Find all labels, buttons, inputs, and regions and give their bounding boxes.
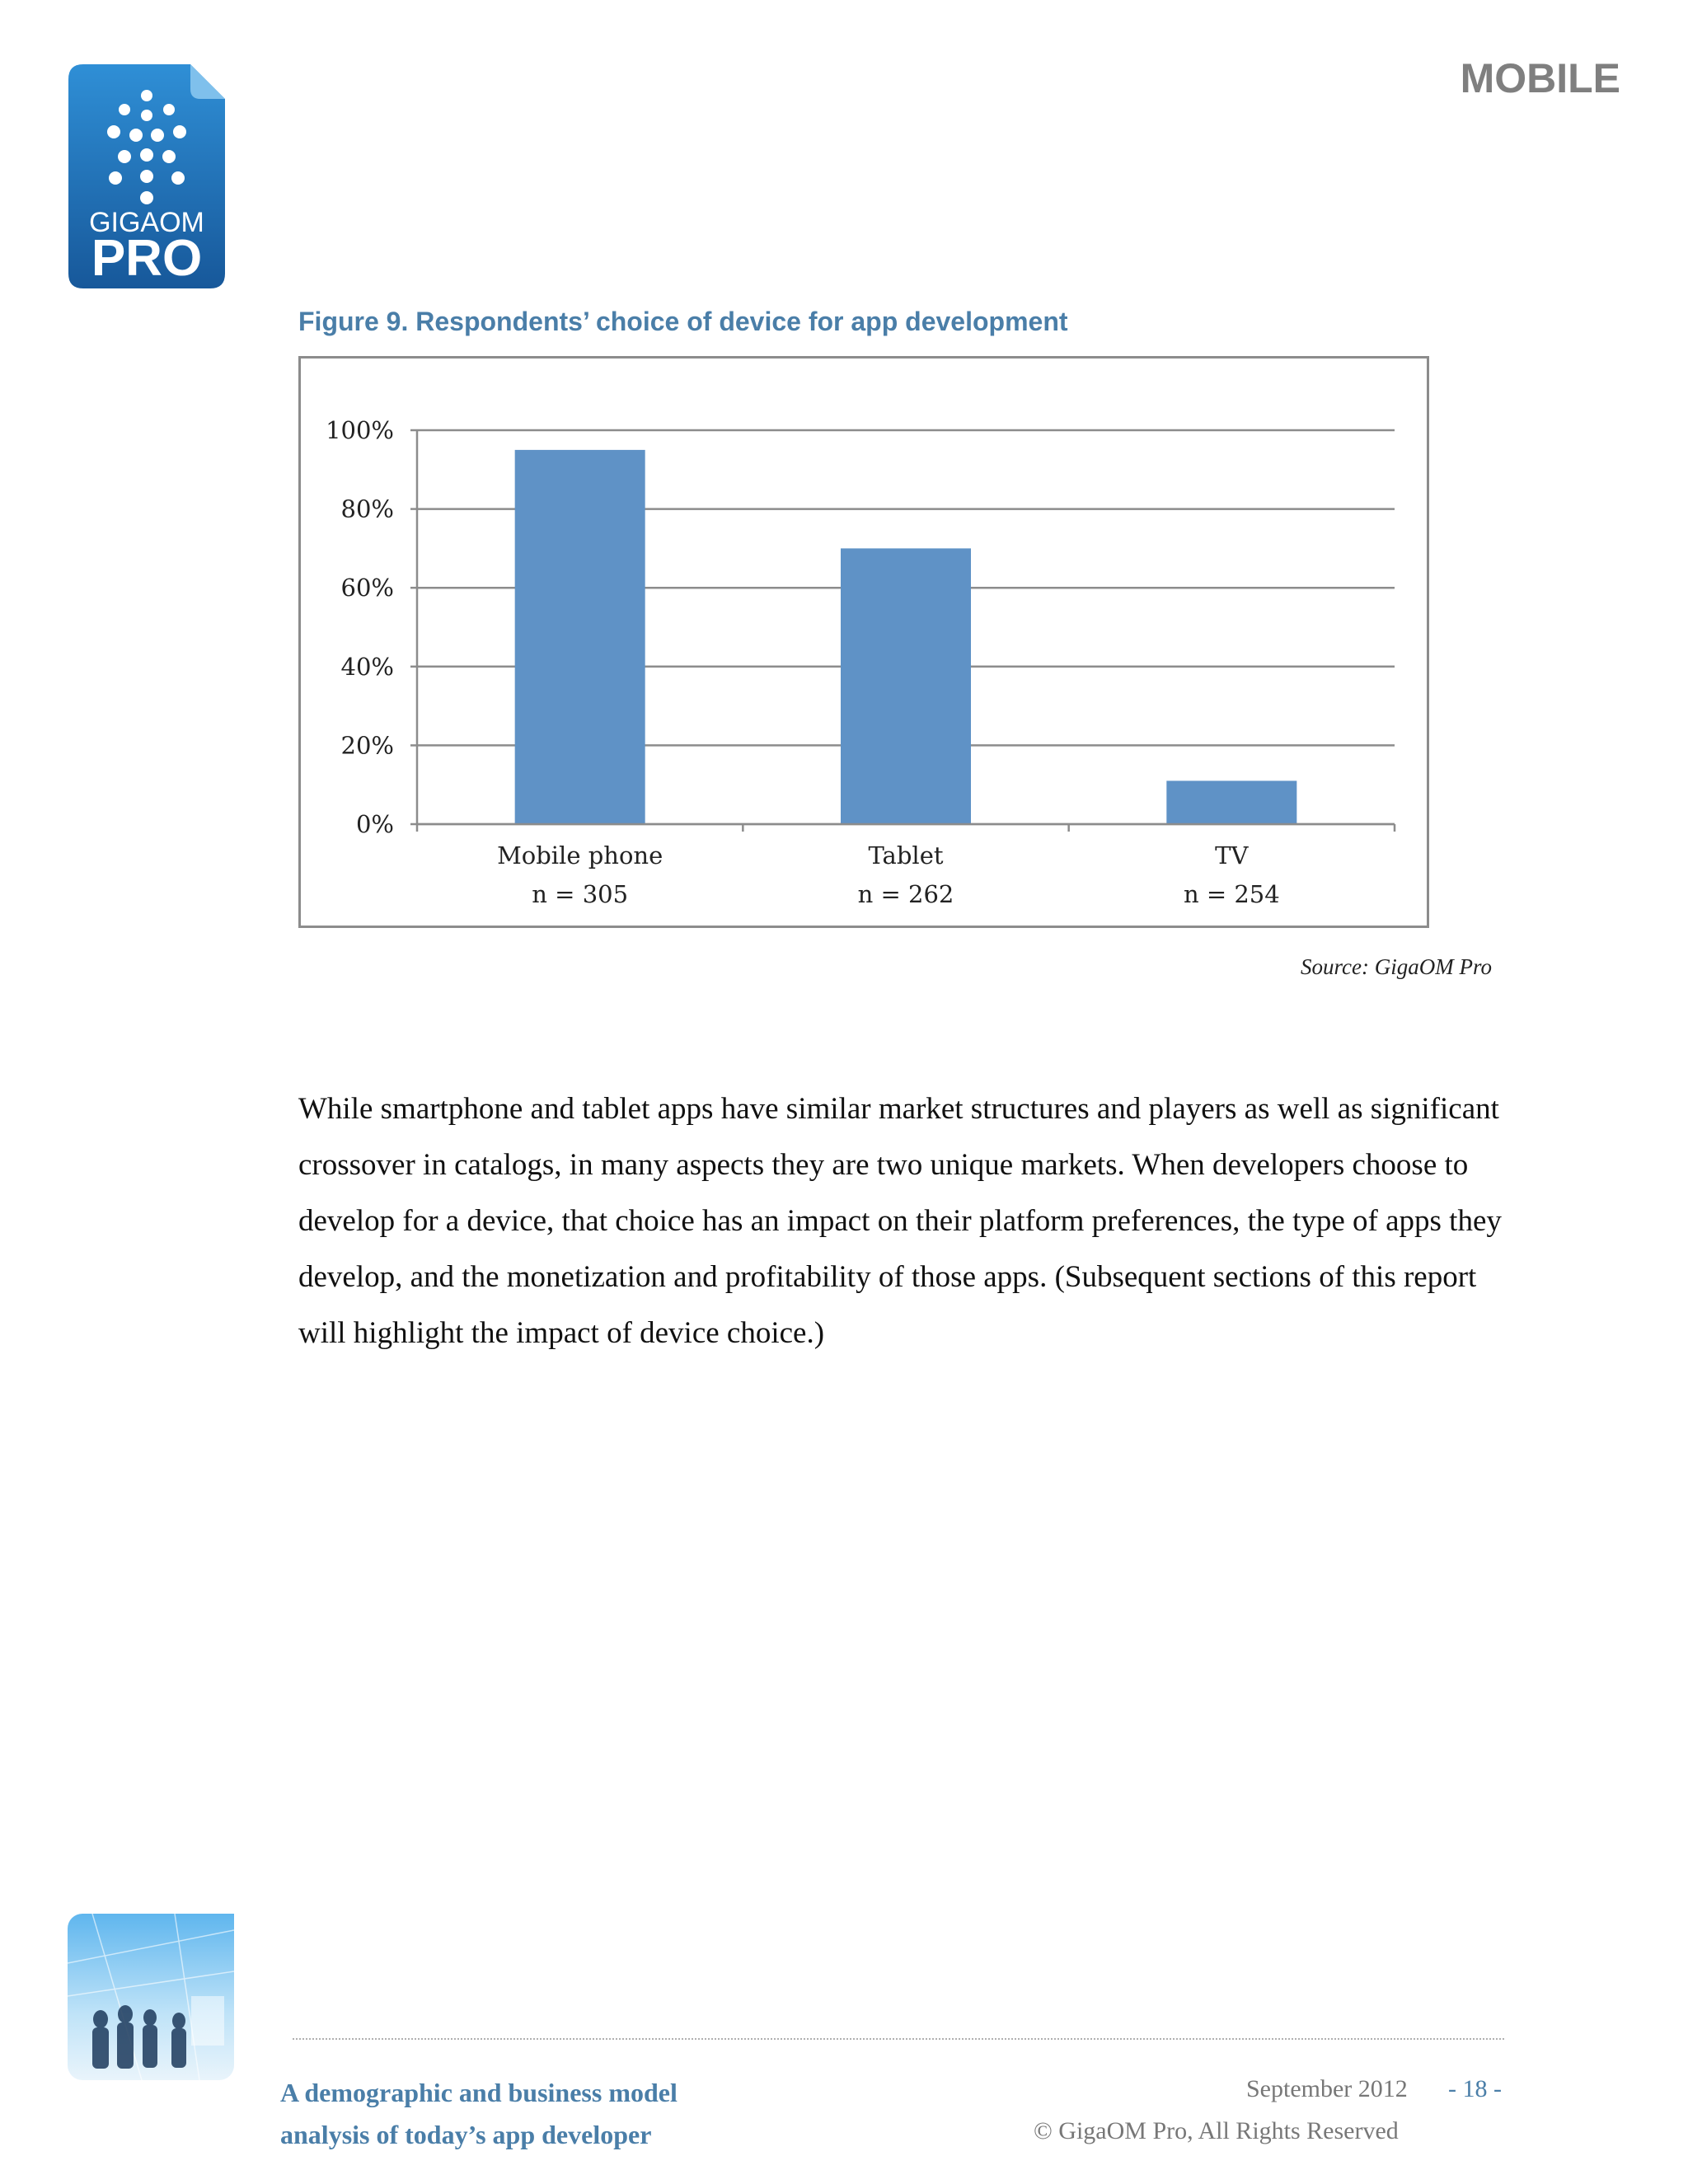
bar-mobile-phone	[515, 450, 645, 824]
footer-report-title-line1: A demographic and business model	[280, 2078, 678, 2107]
y-tick-label: 80%	[340, 494, 394, 523]
section-label: MOBILE	[1460, 55, 1620, 101]
logo-text-bottom: PRO	[91, 230, 203, 287]
bar-tv	[1166, 780, 1296, 824]
y-tick-label: 60%	[340, 574, 394, 602]
y-tick-label: 40%	[340, 652, 394, 681]
x-category-label: Tablet	[868, 841, 944, 869]
footer-thumbnail-image	[68, 1914, 234, 2080]
gigaom-pro-logo	[68, 64, 225, 288]
footer-page-number: - 18 -	[1448, 2075, 1502, 2102]
footer-divider	[293, 2038, 1504, 2040]
body-paragraph: While smartphone and tablet apps have similar market structures and players as well as significant crossover in catalogs, in many aspects they are two unique markets. When developers choose to develop for a device, that choice has an impact on their platform preferences, the type of apps they develop, and the monetization and profitability of those apps. (Subsequent sections of this report will highlight the impact of device choice.)	[298, 1092, 1502, 1350]
figure-source: Source: GigaOM Pro	[1301, 954, 1492, 979]
x-sample-size-label: n = 305	[532, 880, 629, 908]
footer-report-title-line2: analysis of today’s app developer	[280, 2120, 652, 2149]
figure-title: Figure 9. Respondents’ choice of device for app development	[298, 307, 1068, 336]
y-tick-label: 20%	[340, 731, 394, 760]
bar-tablet	[841, 548, 971, 824]
x-sample-size-label: n = 262	[857, 880, 954, 908]
bar-chart	[298, 356, 1429, 928]
x-category-label: TV	[1215, 841, 1249, 869]
y-tick-label: 0%	[355, 810, 394, 838]
x-category-label: Mobile phone	[497, 841, 663, 869]
footer-report-title	[280, 2072, 678, 2156]
logo-text-top: GIGAOM	[89, 207, 204, 238]
footer-date: September 2012	[1246, 2075, 1408, 2102]
x-sample-size-label: n = 254	[1183, 880, 1280, 908]
y-tick-label: 100%	[326, 416, 394, 444]
footer-copyright: © GigaOM Pro, All Rights Reserved	[1034, 2117, 1399, 2144]
